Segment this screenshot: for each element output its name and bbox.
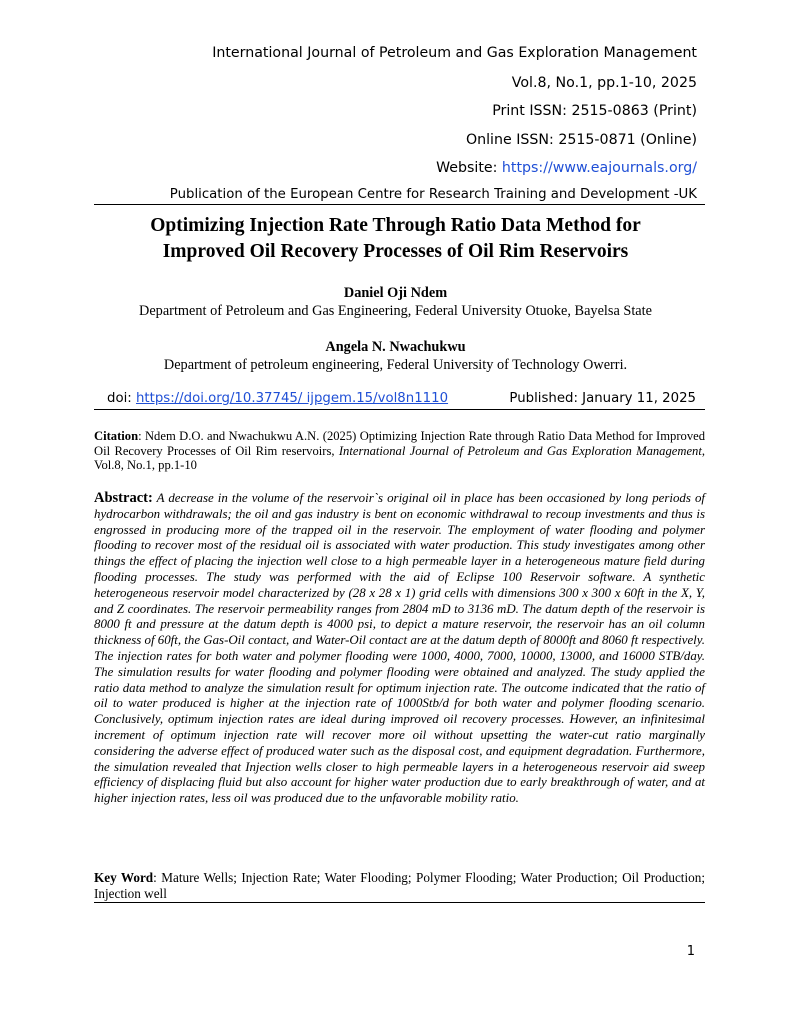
citation-label: Citation (94, 429, 139, 443)
online-issn: Online ISSN: 2515-0871 (Online) (465, 132, 697, 148)
abstract-label: Abstract: (94, 490, 153, 506)
print-issn: Print ISSN: 2515-0863 (Print) (492, 103, 697, 119)
keywords-label: Key Word (94, 870, 154, 885)
doi-line (107, 391, 448, 406)
doi-label: doi: (107, 391, 136, 406)
paper-title-line-2: Improved Oil Recovery Processes of Oil Rim Reservoirs (162, 241, 629, 262)
author-2-name: Angela N. Nwachukwu (325, 339, 466, 355)
published-date: Published: January 11, 2025 (509, 391, 696, 406)
volume-info: Vol.8, No.1, pp.1-10, 2025 (511, 75, 697, 91)
citation-volume: , Vol.8, No.1, pp.1-10 (94, 443, 705, 473)
journal-name: International Journal of Petroleum and Gas Exploration Management (212, 45, 697, 61)
publisher-line: Publication of the European Centre for Research Training and Development -UK (169, 187, 697, 202)
author-2-affiliation: Department of petroleum engineering, Federal University of Technology Owerri. (163, 357, 628, 373)
paper-title-line-1: Optimizing Injection Rate Through Ratio Data Method for (150, 215, 641, 236)
page-number: 1 (686, 944, 695, 959)
citation (94, 429, 705, 473)
website-label: Website: (436, 160, 502, 176)
doi-link[interactable]: https://doi.org/10.37745/ ijpgem.15/vol8n1110 (135, 391, 449, 406)
abstract-body: A decrease in the volume of the reservoir`s original oil in place has been occasioned by long periods of hydrocarbon withdrawals; the oil and gas industry is bent on economic withdrawal to recoup investments and thus is engrossed in producing more of the trapped oil in the reservoir. The employment of water flooding and polymer flooding to recover most of the residual oil is associated with water production. This study investigates among other things the effect of placing the injection well close to a high permeable layer in a heterogeneous mature field during flooding processes. The study was performed with the aid of Eclipse 100 Reservoir software. A synthetic heterogeneous reservoir model characterized by (28 x 28 x 1) grid cells with dimensions 300 x 300 x 60ft in the X, Y, and Z coordinates. The reservoir permeability ranges from 2804 mD to 3136 mD. The datum depth of the reservoir is 8000 ft and pressure at the datum depth is 4000 psi, to depict a mature reservoir, the reservoir has an oil column thickness of 60ft, the Gas-Oil contact, and Water-Oil contact are at the datum depth of 8000ft and 8060 ft respectively. The injection rates for both water and polymer flooding were 1000, 4000, 7000, 10000, 13000, and 16000 STB/day. The simulation results for water flooding and polymer flooding were obtained and analyzed. The study applied the ratio data method to analyze the simulation result for optimum injection rate. The outcome indicated that the ratio of oil to water produced is higher at the injection rate of 1000Stb/d for both water and polymer flooding scenario. Conclusively, optimum injection rates are ideal during improved oil recovery processes. However, an infinitesimal increment of optimum injection rate will recover more oil without upsetting the water-cut ratio marginally considering the adverse effect of produced water such as the disposal cost, and equipment degradation. Furthermore, the simulation revealed that Injection wells closer to high permeable layers in a heterogeneous reservoir aid sweep efficiency of displacing fluid but also account for higher water production due to early breakthrough of water, and at higher injection rates, less oil was produced due to the unfavorable mobility ratio. (94, 491, 705, 806)
keywords-text: : Mature Wells; Injection Rate; Water Flooding; Polymer Flooding; Water Production; Oil Production; Injection well (94, 870, 705, 901)
citation-text: : Ndem D.O. and Nwachukwu A.N. (2025) Optimizing Injection Rate through Ratio Data Method for Improved Oil Recovery Processes of Oil Rim reservoirs, (94, 429, 705, 458)
website-link[interactable]: https://www.eajournals.org/ (501, 160, 697, 176)
abstract (94, 491, 705, 807)
header-rule (94, 204, 705, 205)
doi-rule (94, 409, 705, 410)
keywords (94, 870, 705, 901)
keywords-rule (94, 902, 705, 903)
author-1-name: Daniel Oji Ndem (343, 285, 448, 301)
citation-journal: International Journal of Petroleum and Gas Exploration Management (338, 443, 702, 458)
author-1-affiliation: Department of Petroleum and Gas Engineering, Federal University Otuoke, Bayelsa State (139, 303, 652, 319)
website-line (436, 160, 697, 176)
